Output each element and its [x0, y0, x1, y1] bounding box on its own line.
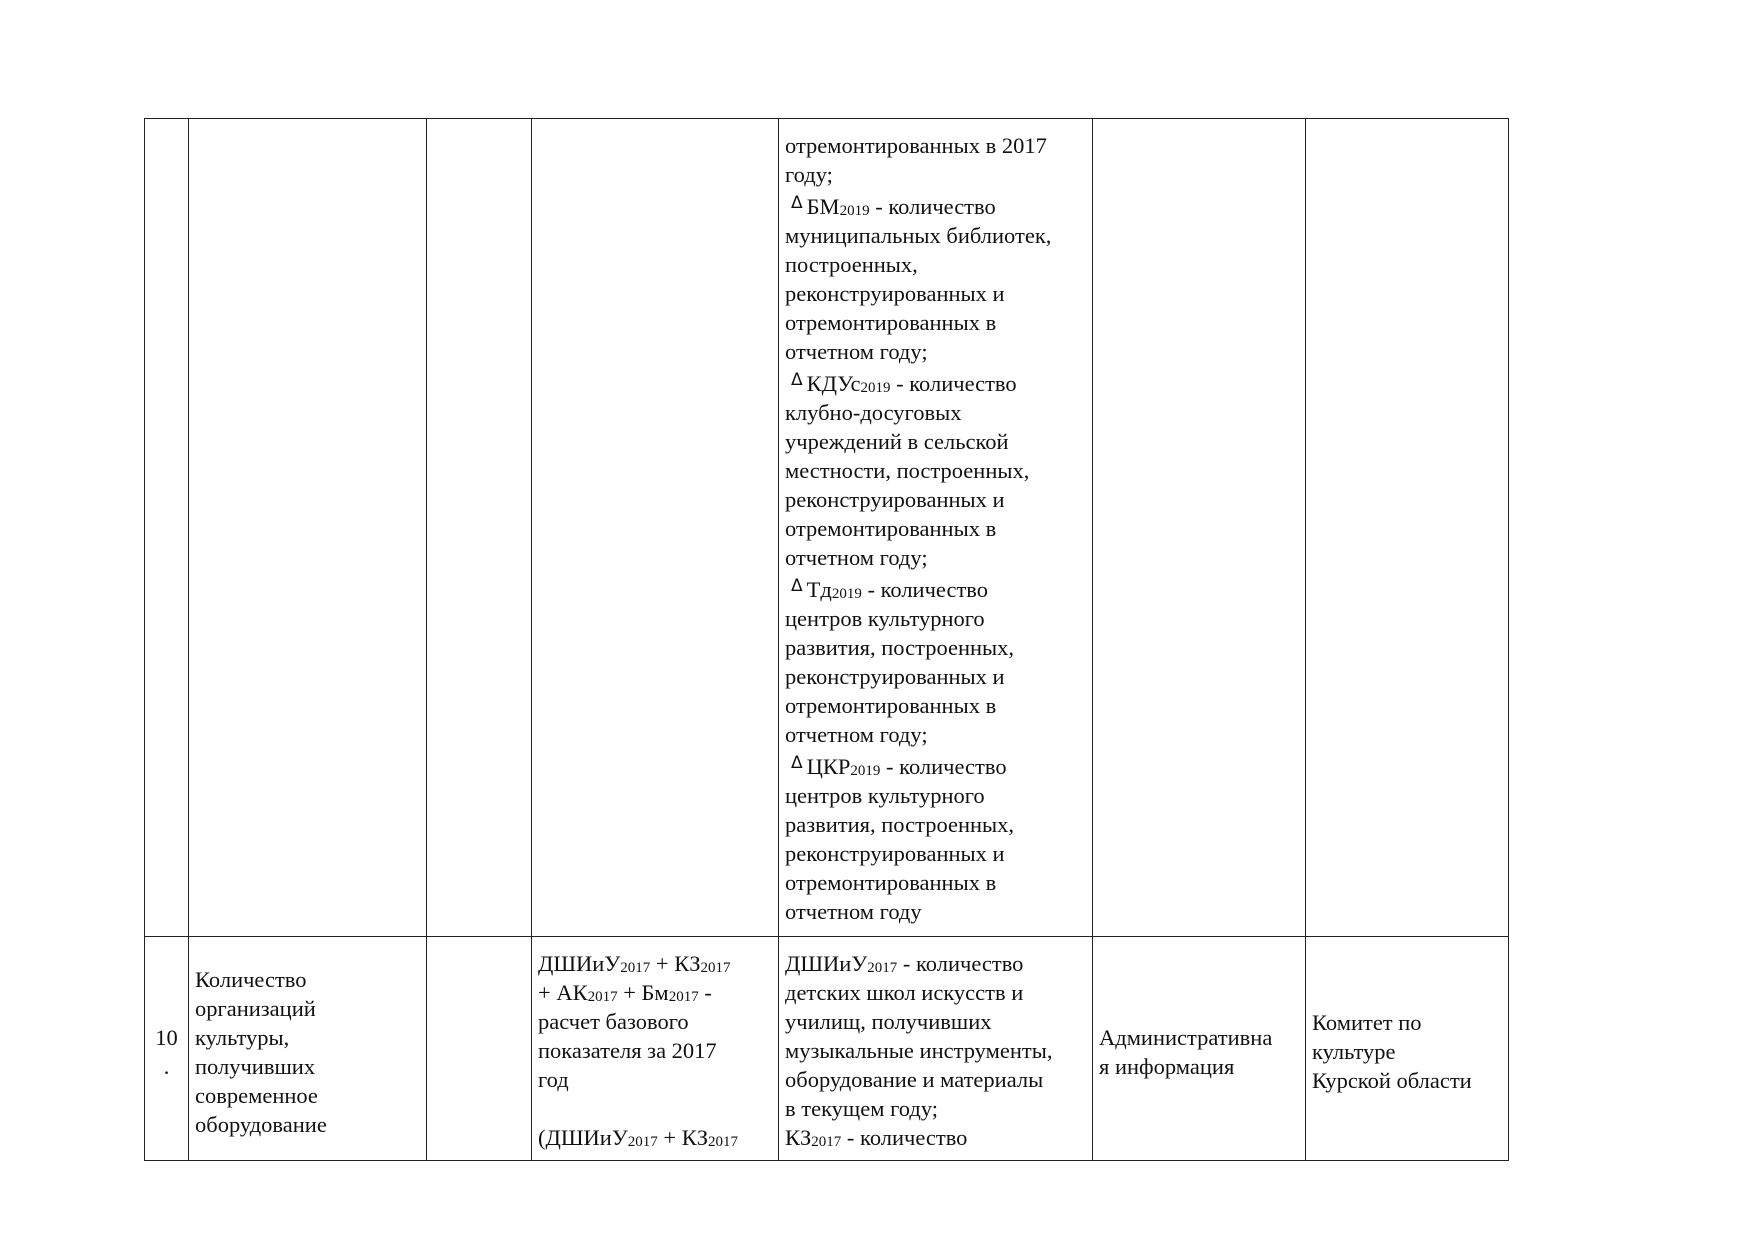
text-line: [785, 633, 1087, 662]
delta-symbol: Δ: [791, 370, 803, 390]
formula-cell: [532, 937, 779, 1161]
text-line: [785, 949, 1087, 978]
subscript-year: 2019: [839, 203, 870, 219]
unit-cell: [427, 937, 532, 1161]
text-run: оборудование и материалы: [785, 1067, 1044, 1092]
text-run: ДШИиУ: [785, 951, 868, 976]
text-run: отремонтированных в 2017: [785, 133, 1047, 158]
text-line: [1099, 1052, 1300, 1081]
indicator-name-cell: [189, 119, 427, 937]
text-line: [195, 1052, 421, 1081]
text-line: [785, 279, 1087, 308]
text-run: отремонтированных в: [785, 310, 997, 335]
text-line: [785, 720, 1087, 749]
unit-cell: [427, 119, 532, 937]
text-line: [538, 1065, 773, 1094]
text-line: [1312, 1037, 1503, 1066]
text-run: центров культурного: [785, 606, 985, 631]
text-line: [538, 1007, 773, 1036]
text-run: БМ: [806, 194, 840, 219]
indicators-table: [144, 118, 1509, 1161]
text-run: показателя за 2017: [538, 1038, 717, 1063]
text-run: центров культурного: [785, 783, 985, 808]
text-line: [785, 1123, 1087, 1152]
subscript-year: 2017: [620, 960, 651, 976]
text-run: + КЗ: [657, 1125, 708, 1150]
explanation-cell: [779, 937, 1093, 1161]
text-run: год: [538, 1067, 569, 1092]
subscript-year: 2017: [707, 1134, 738, 1150]
text-line: [1312, 1066, 1503, 1095]
text-line: [785, 839, 1087, 868]
text-line: [785, 427, 1087, 456]
text-run: культуре: [1312, 1039, 1396, 1064]
delta-symbol: Δ: [791, 193, 803, 213]
text-run: организаций: [195, 995, 316, 1021]
blank-line: [538, 1094, 773, 1123]
text-run: я информация: [1099, 1053, 1235, 1079]
text-run: + АК: [538, 980, 588, 1005]
indicator-name-cell: [189, 937, 427, 1161]
text-run: - количество: [880, 754, 1007, 779]
text-run: в текущем году;: [785, 1096, 939, 1121]
text-line: [785, 514, 1087, 543]
text-line: [785, 662, 1087, 691]
text-line: [785, 1094, 1087, 1123]
table-row: [145, 937, 1509, 1161]
text-run: расчет базового: [538, 1009, 689, 1034]
row-number-cell: [145, 937, 189, 1161]
text-run: - количество: [897, 951, 1024, 976]
text-line: 10: [155, 1024, 178, 1050]
text-run: году;: [785, 162, 833, 187]
text-run: ЦКР: [806, 754, 851, 779]
text-run: училищ, получивших: [785, 1009, 992, 1034]
subscript-year: 2017: [587, 989, 618, 1005]
delta-symbol: Δ: [791, 576, 803, 596]
text-run: учреждений в сельской: [785, 429, 1009, 454]
text-line: [785, 485, 1087, 514]
text-run: КЗ: [785, 1125, 812, 1150]
text-line: [785, 131, 1087, 160]
subscript-year: 2019: [860, 380, 891, 396]
responsible-cell: [1306, 119, 1509, 937]
text-run: музыкальные инструменты,: [785, 1038, 1053, 1063]
text-line: [195, 1081, 421, 1110]
data-source-cell: [1093, 119, 1306, 937]
table-row: [145, 119, 1509, 937]
text-run: детских школ искусств и: [785, 980, 1024, 1005]
text-run: отремонтированных в: [785, 693, 997, 718]
text-line: [785, 781, 1087, 810]
text-run: отремонтированных в: [785, 516, 997, 541]
text-line: [785, 337, 1087, 366]
delta-symbol: Δ: [791, 753, 803, 773]
text-run: + КЗ: [650, 951, 701, 976]
text-run: культуры,: [195, 1024, 290, 1050]
text-line: [1099, 1023, 1300, 1052]
text-run: отчетном году;: [785, 722, 928, 747]
text-line: [785, 897, 1087, 926]
text-line: [785, 868, 1087, 897]
text-line: [785, 160, 1087, 189]
text-run: реконструированных и: [785, 841, 1005, 866]
text-run: развития, построенных,: [785, 635, 1015, 660]
text-line: [785, 1007, 1087, 1036]
text-line: [785, 1065, 1087, 1094]
text-line: [538, 949, 773, 978]
text-run: клубно-досуговых: [785, 400, 962, 425]
text-run: Тд: [806, 577, 832, 602]
subscript-year: 2017: [867, 960, 898, 976]
text-run: местности, построенных,: [785, 458, 1030, 483]
text-run: современное: [195, 1082, 318, 1108]
subscript-year: 2017: [668, 989, 699, 1005]
text-run: - количество: [861, 577, 988, 602]
text-line: [538, 978, 773, 1007]
text-line: [785, 456, 1087, 485]
text-line: [538, 1036, 773, 1065]
text-line: [195, 1023, 421, 1052]
text-line: .: [163, 1053, 170, 1079]
text-line: [785, 1036, 1087, 1065]
text-run: - количество: [890, 371, 1017, 396]
text-run: Административна: [1099, 1024, 1273, 1050]
text-line: [785, 978, 1087, 1007]
text-run: Количество: [195, 966, 307, 992]
explanation-cell: [779, 119, 1093, 937]
text-run: ДШИиУ: [538, 951, 621, 976]
text-run: отчетном году;: [785, 339, 928, 364]
text-run: (ДШИиУ: [538, 1125, 628, 1150]
text-line: [785, 749, 1087, 781]
text-line: [785, 398, 1087, 427]
text-line: [785, 810, 1087, 839]
responsible-cell: [1306, 937, 1509, 1161]
text-run: муниципальных библиотек,: [785, 223, 1052, 248]
text-run: получивших: [195, 1053, 316, 1079]
text-line: [785, 250, 1087, 279]
text-line: [785, 543, 1087, 572]
text-run: КДУс: [806, 371, 861, 396]
text-line: [195, 965, 421, 994]
data-source-cell: [1093, 937, 1306, 1161]
text-line: [785, 691, 1087, 720]
text-run: отчетном году;: [785, 545, 928, 570]
text-line: [785, 221, 1087, 250]
formula-cell: [532, 119, 779, 937]
text-run: Курской области: [1312, 1068, 1472, 1093]
text-run: отремонтированных в: [785, 870, 997, 895]
text-run: + Бм: [617, 980, 669, 1005]
subscript-year: 2019: [831, 586, 862, 602]
text-run: построенных,: [785, 252, 918, 277]
subscript-year: 2019: [850, 763, 881, 779]
text-run: развития, построенных,: [785, 812, 1015, 837]
text-line: [785, 366, 1087, 398]
text-run: реконструированных и: [785, 281, 1005, 306]
text-run: оборудование: [195, 1111, 327, 1137]
text-run: Комитет по: [1312, 1010, 1422, 1035]
row-number-cell: [145, 119, 189, 937]
text-run: реконструированных и: [785, 487, 1005, 512]
text-run: - количество: [841, 1125, 968, 1150]
text-line: [785, 572, 1087, 604]
text-line: [785, 308, 1087, 337]
text-run: -: [698, 980, 712, 1005]
text-run: реконструированных и: [785, 664, 1005, 689]
text-line: [195, 1110, 421, 1139]
text-run: - количество: [869, 194, 996, 219]
text-line: [785, 189, 1087, 221]
text-line: [195, 994, 421, 1023]
text-run: отчетном году: [785, 899, 922, 924]
subscript-year: 2017: [627, 1134, 658, 1150]
text-line: [1312, 1008, 1503, 1037]
subscript-year: 2017: [811, 1134, 842, 1150]
text-line: [538, 1123, 773, 1152]
text-line: [785, 604, 1087, 633]
subscript-year: 2017: [700, 960, 731, 976]
